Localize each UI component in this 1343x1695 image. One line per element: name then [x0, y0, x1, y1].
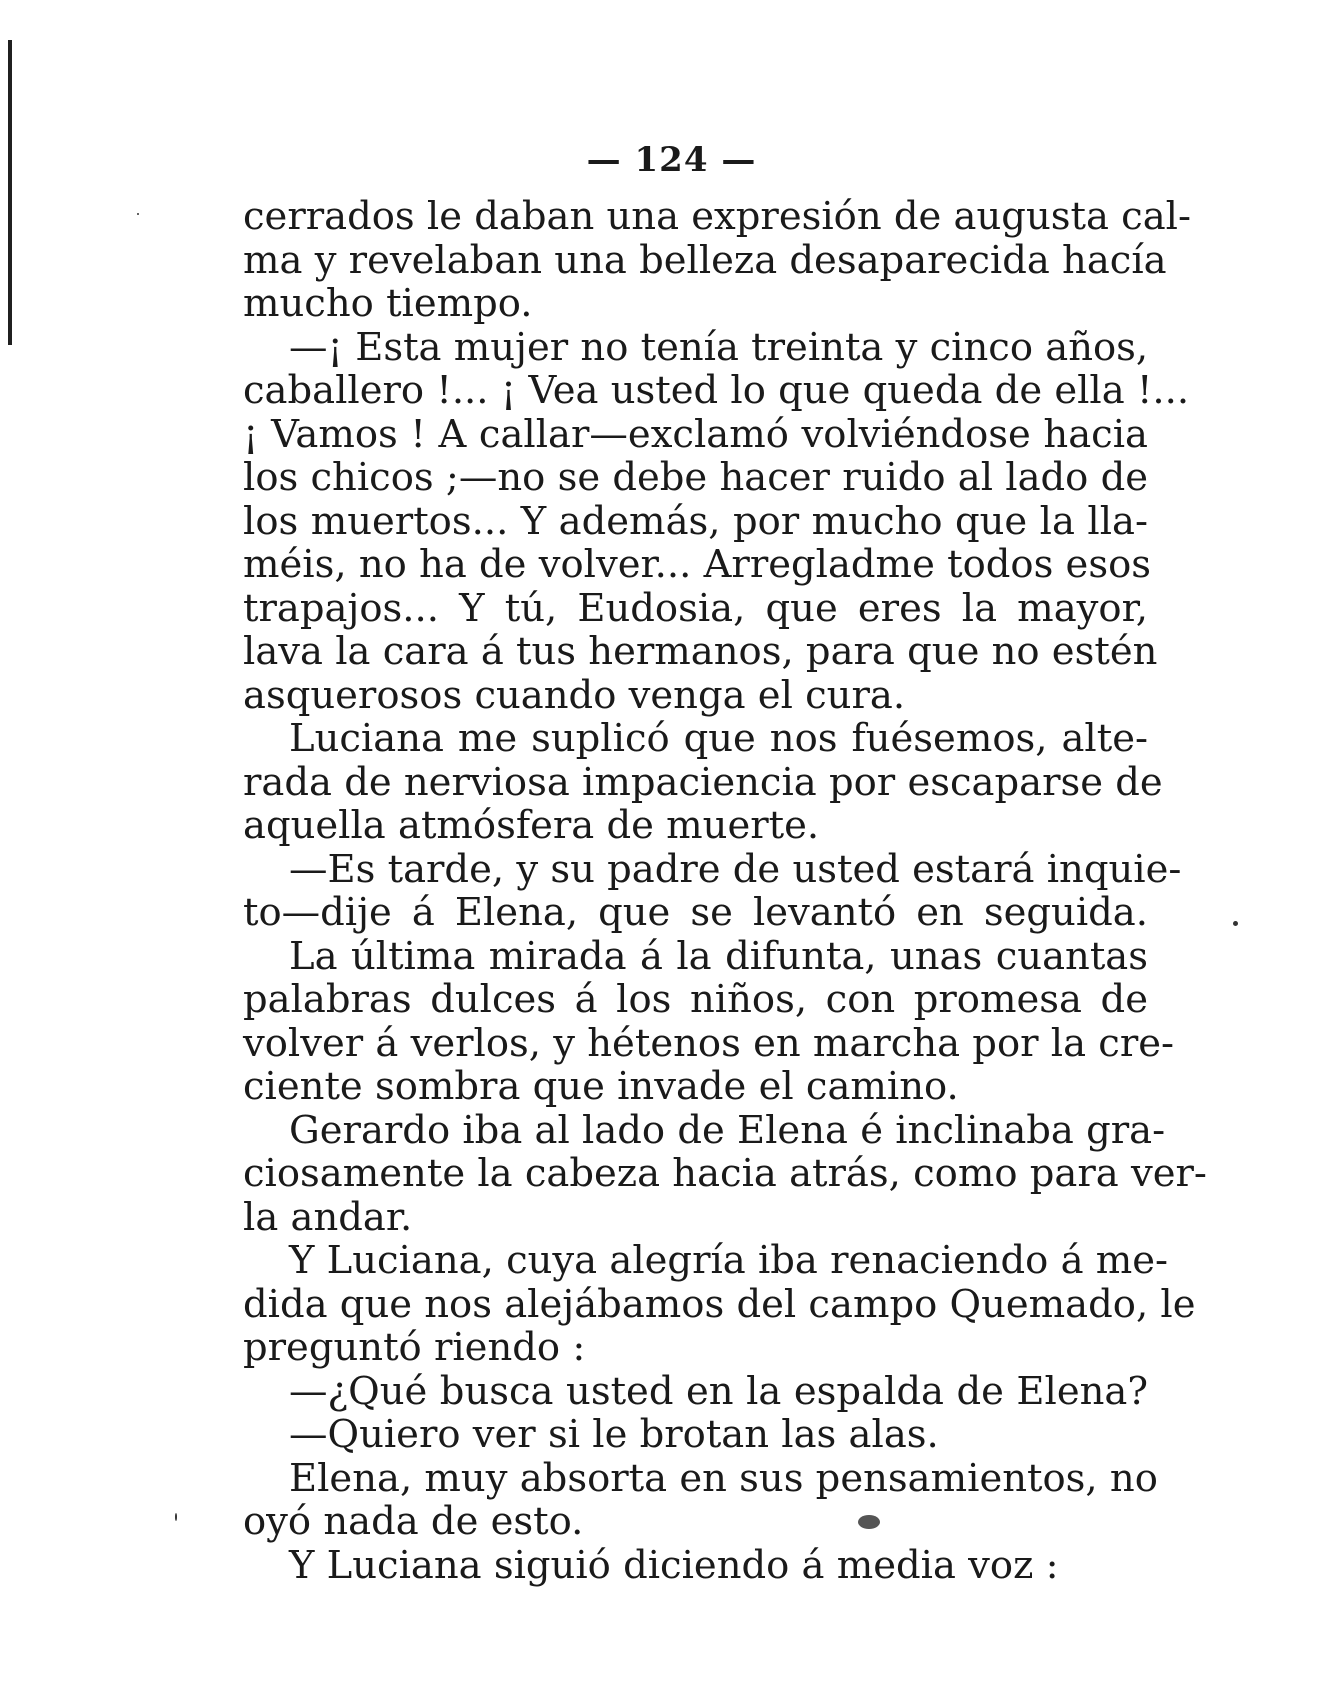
- text-line: trapajos... Y tú, Eudosia, que eres la mayor,: [243, 585, 1148, 631]
- body-text: [243, 194, 1207, 1588]
- text-line: asquerosos cuando venga el cura.: [243, 672, 906, 718]
- text-line: preguntó riendo :: [243, 1325, 586, 1370]
- text-line: La última mirada á la difunta, unas cuantas: [289, 933, 1148, 979]
- binding-shadow: [8, 40, 12, 345]
- text-line: Y Luciana, cuya alegría iba renaciendo á me-: [289, 1238, 1169, 1283]
- text-line: aquella atmósfera de muerte.: [243, 803, 820, 848]
- text-line: lava la cara á tus hermanos, para que no estén: [243, 629, 1158, 674]
- text-line: los muertos... Y además, por mucho que la lla-: [243, 498, 1148, 544]
- text-line: caballero !... ¡ Vea usted lo que queda de ella !...: [243, 368, 1190, 413]
- ink-smudge: [858, 1515, 880, 1529]
- text-line: méis, no ha de volver... Arregladme todos esos: [243, 542, 1152, 587]
- text-line: la andar.: [243, 1194, 413, 1240]
- text-line: los chicos ;—no se debe hacer ruido al lado de: [243, 455, 1149, 500]
- text-line: mucho tiempo.: [243, 281, 533, 326]
- text-line: Luciana me suplicó que nos fuésemos, alte-: [289, 716, 1148, 761]
- text-line: palabras dulces á los niños, con promesa de: [243, 977, 1148, 1022]
- text-line: ciente sombra que invade el camino.: [243, 1064, 959, 1109]
- ink-speck: [175, 1513, 177, 1521]
- text-line: rada de nerviosa impaciencia por escaparse de: [243, 759, 1163, 805]
- text-line: Y Luciana siguió diciendo á media voz :: [289, 1542, 1059, 1588]
- text-line: ciosamente la cabeza hacia atrás, como para ver-: [243, 1151, 1207, 1196]
- page-number: — 124 —: [586, 140, 757, 180]
- text-line: ma y revelaban una belleza desaparecida hacía: [243, 237, 1167, 283]
- ink-speck: [137, 213, 139, 215]
- text-line: —¿Qué busca usted en la espalda de Elena?: [289, 1368, 1148, 1414]
- text-line: cerrados le daban una expresión de augusta cal-: [243, 194, 1192, 239]
- text-line: Elena, muy absorta en sus pensamientos, no: [289, 1455, 1158, 1501]
- text-line: dida que nos alejábamos del campo Quemado, le: [243, 1281, 1196, 1327]
- text-line: Gerardo iba al lado de Elena é inclinaba gra-: [289, 1107, 1166, 1153]
- ink-speck: [1233, 921, 1238, 926]
- text-line: —¡ Esta mujer no tenía treinta y cinco años,: [289, 324, 1149, 370]
- text-line: volver á verlos, y hétenos en marcha por la cre-: [243, 1020, 1175, 1066]
- text-line: ¡ Vamos ! A callar—exclamó volviéndose hacia: [243, 411, 1148, 457]
- text-line: —Es tarde, y su padre de usted estará inquie-: [289, 846, 1182, 892]
- text-line: oyó nada de esto.: [243, 1499, 584, 1544]
- text-line: —Quiero ver si le brotan las alas.: [289, 1412, 939, 1457]
- text-line: to—dije á Elena, que se levantó en seguida.: [243, 890, 1148, 935]
